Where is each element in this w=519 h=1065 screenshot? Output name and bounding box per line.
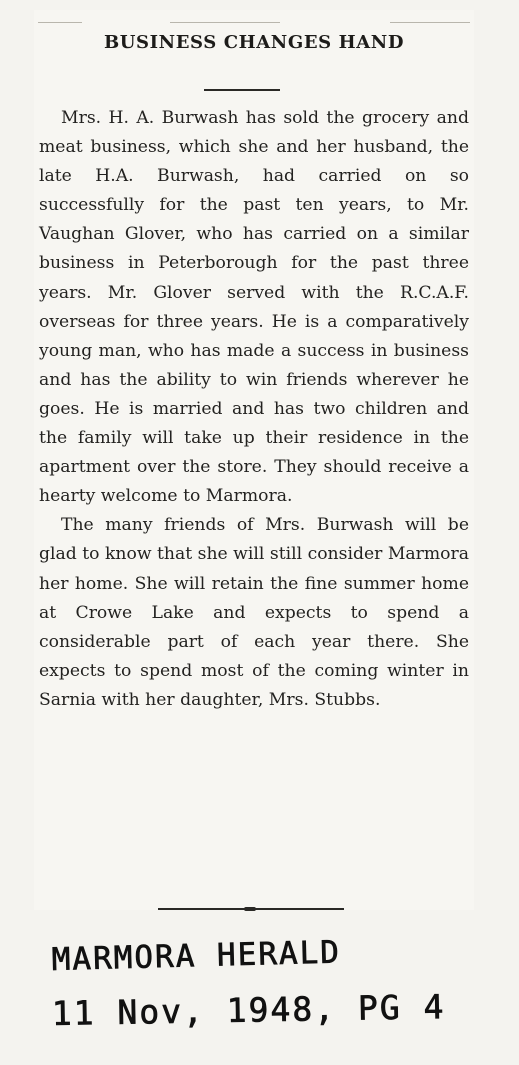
headline-divider [204,89,280,91]
handwritten-line-1: MARMORA HERALD [51,934,342,978]
top-rule-right [390,22,470,23]
end-divider-ornament [244,907,256,911]
headline: BUSINESS CHANGES HAND [103,32,405,53]
end-divider [158,908,344,910]
top-rule-center [170,22,280,23]
article-paragraph-2: The many friends of Mrs. Burwash will be glad to know that she will still consider Marmora her home. She will retain the fine summer home at Crowe Lake and expects to spend a considerable part of each year there. She expects to spend most of the coming winter in Sarnia with her daughter, Mrs. Stubbs. [39,515,469,710]
handwritten-source-note [38,930,488,1050]
top-rule-left [38,22,82,23]
article-body [39,104,469,715]
article-paragraph-1: Mrs. H. A. Burwash has sold the grocery and meat business, which she and her husband, the late H.A. Burwash, had carried on so successfully for the past ten years, to Mr. Vaughan Glover, who has carried on a similar business in Peterborough for the past three years. Mr. Glover served with the R.C.A.F. overseas for three years. He is a comparatively young man, who has made a success in business and has the ability to win friends wherever he goes. He is married and has two children and the family will take up their residence in the apartment over the store. They should receive a hearty welcome to Marmora. [39,108,469,507]
handwritten-line-2: 11 Nov, 1948, PG 4 [51,987,446,1033]
newspaper-clipping [34,10,474,910]
